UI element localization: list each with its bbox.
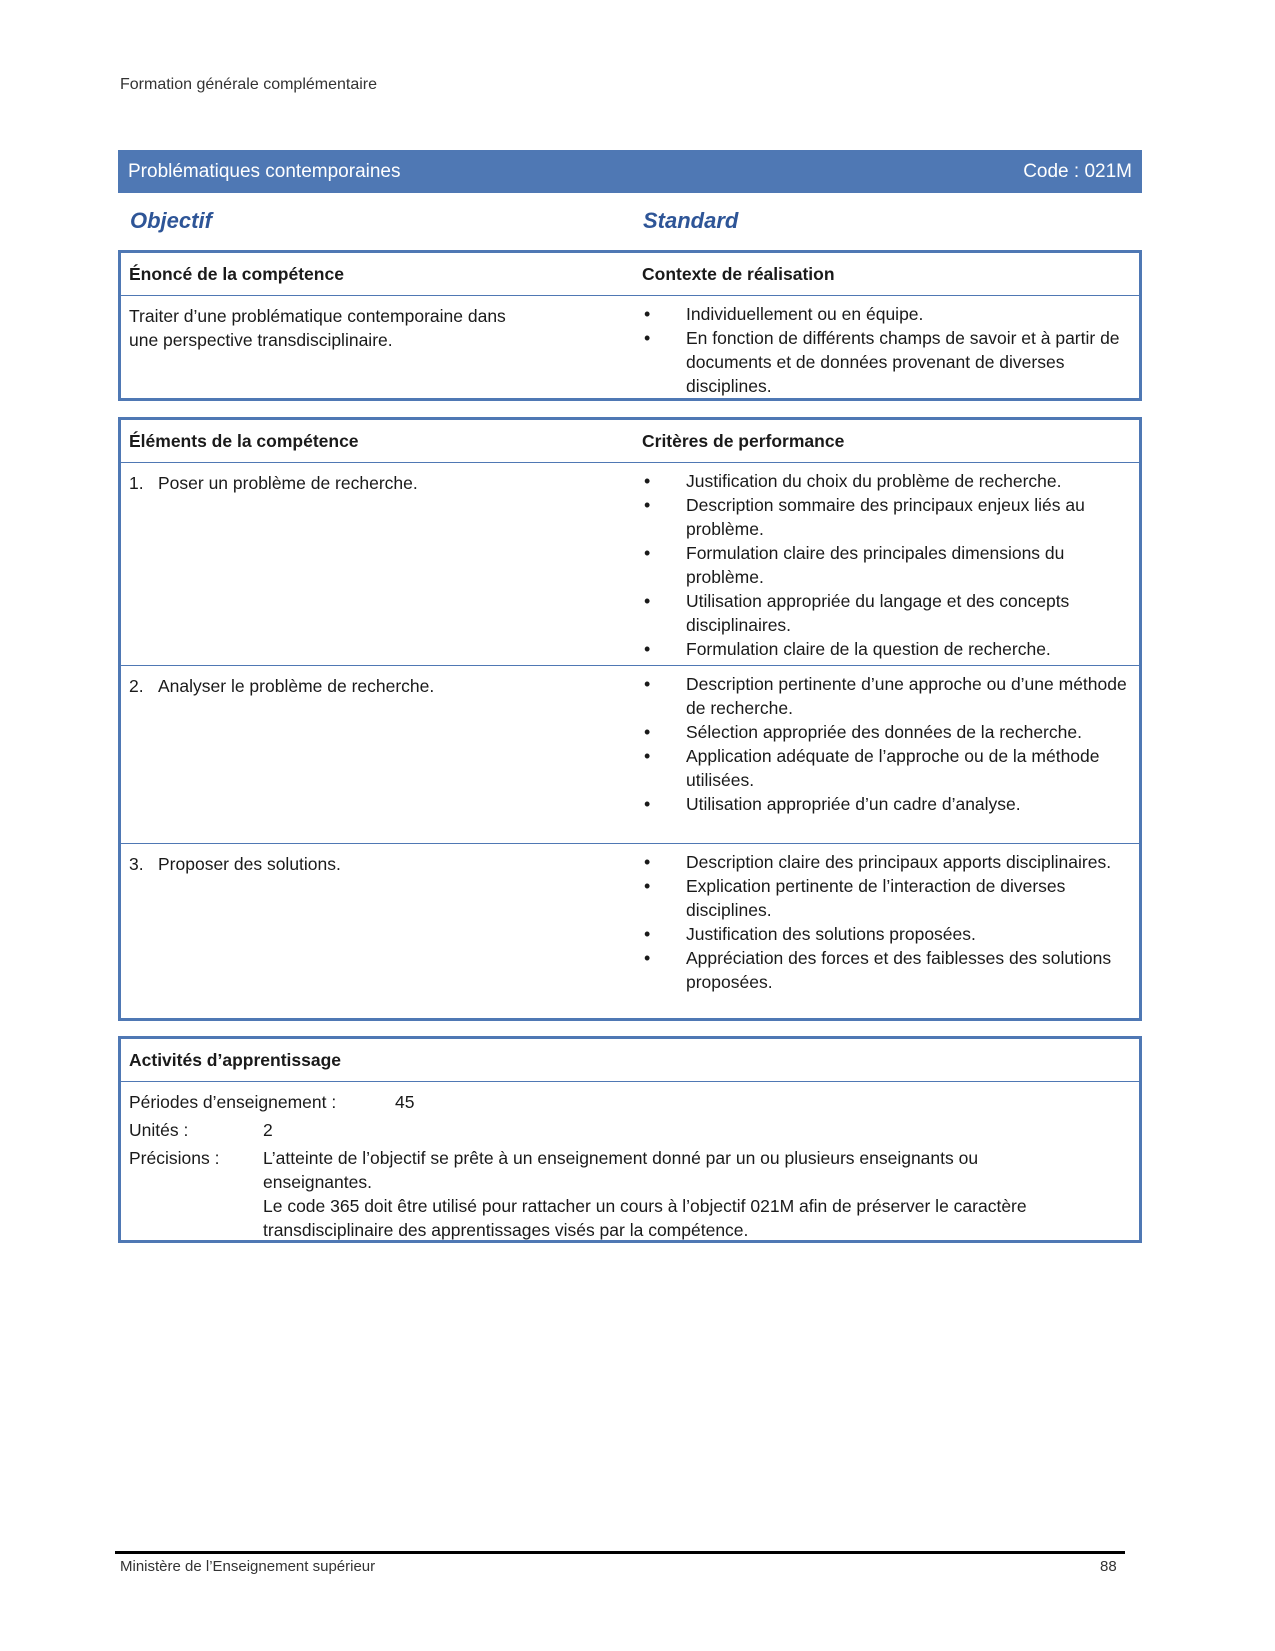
precisions-label: Précisions : [129, 1148, 220, 1168]
elements-table-header [121, 420, 1139, 463]
program-code: Code : 021M [1023, 160, 1132, 182]
element-text: Analyser le problème de recherche. [158, 676, 435, 696]
statement-header: Énoncé de la compétence [129, 264, 344, 284]
periods-value: 45 [395, 1092, 415, 1112]
list-item: • Utilisation appropriée du langage et des concepts disciplinaires. [642, 589, 1132, 637]
list-item: • Formulation claire de la question de recherche. [642, 637, 1132, 661]
activities-body [121, 1082, 1139, 1252]
list-item: • Application adéquate de l’approche ou de la méthode utilisées. [642, 744, 1132, 792]
list-item: • En fonction de différents champs de savoir et à partir de documents et de données provenant de diverses disciplines. [642, 326, 1132, 398]
list-item: • Justification des solutions proposées. [642, 922, 1132, 946]
element-number: 2. [129, 676, 144, 696]
list-item: • Description pertinente d’une approche ou d’une méthode de recherche. [642, 672, 1132, 720]
element-label [129, 471, 629, 495]
elements-header: Éléments de la compétence [129, 431, 359, 451]
context-header: Contexte de réalisation [642, 264, 835, 284]
element-row-2 [121, 665, 1139, 843]
list-item: • Description claire des principaux apports disciplinaires. [642, 850, 1132, 874]
standard-heading: Standard [643, 208, 739, 233]
footer-divider [115, 1551, 1125, 1554]
list-item: • Explication pertinente de l’interaction de diverses disciplines. [642, 874, 1132, 922]
periods-line [129, 1090, 1131, 1118]
element-label [129, 852, 629, 876]
competence-statement: Traiter d’une problématique contemporaine dans une perspective transdisciplinaire. [129, 306, 506, 350]
element-number: 3. [129, 854, 144, 874]
competence-table-header [121, 253, 1139, 296]
precisions-text-2: Le code 365 doit être utilisé pour rattacher un cours à l’objectif 021M afin de préserver le caractère transdisciplinaire des apprentissages visés par la compétence. [263, 1196, 1027, 1240]
activities-table [118, 1036, 1142, 1243]
element-row-1 [121, 463, 1139, 665]
list-item: • Formulation claire des principales dimensions du problème. [642, 541, 1132, 589]
context-list-container [642, 302, 1132, 398]
elements-table [118, 417, 1142, 1021]
element-number: 1. [129, 473, 144, 493]
precisions-text-1: L’atteinte de l’objectif se prête à un enseignement donné par un ou plusieurs enseignants ou enseignantes. [263, 1148, 979, 1192]
element-text: Proposer des solutions. [158, 854, 341, 874]
list-item: • Description sommaire des principaux enjeux liés au problème. [642, 493, 1132, 541]
criteria-header: Critères de performance [642, 431, 845, 451]
running-header: Formation générale complémentaire [120, 76, 378, 93]
criteria-container [642, 672, 1132, 816]
criteria-list [642, 850, 1132, 994]
competence-row [121, 296, 1139, 400]
element-text: Poser un problème de recherche. [158, 473, 418, 493]
list-item: • Individuellement ou en équipe. [642, 302, 1132, 326]
list-item: • Appréciation des forces et des faiblesses des solutions proposées. [642, 946, 1132, 994]
criteria-list [642, 672, 1132, 816]
program-title: Problématiques contemporaines [128, 160, 401, 182]
page-number: 88 [1100, 1558, 1117, 1575]
precisions-block [129, 1146, 1131, 1242]
objective-heading: Objectif [130, 208, 212, 233]
title-bar [118, 150, 1142, 193]
units-label: Unités : [129, 1120, 189, 1140]
list-item: • Sélection appropriée des données de la recherche. [642, 720, 1132, 744]
competence-table [118, 250, 1142, 401]
list-item: • Utilisation appropriée d’un cadre d’analyse. [642, 792, 1132, 816]
context-list [642, 302, 1132, 398]
units-line [129, 1118, 1131, 1146]
criteria-container [642, 850, 1132, 994]
periods-label: Périodes d’enseignement : [129, 1092, 337, 1112]
objective-standard-row [130, 208, 1130, 238]
footer-ministry: Ministère de l’Enseignement supérieur [120, 1558, 376, 1575]
element-row-3 [121, 843, 1139, 1019]
activities-table-header [121, 1039, 1139, 1082]
element-label [129, 674, 629, 698]
activities-header: Activités d’apprentissage [129, 1050, 342, 1070]
list-item: • Justification du choix du problème de recherche. [642, 469, 1132, 493]
units-value: 2 [263, 1120, 273, 1140]
criteria-container [642, 469, 1132, 661]
criteria-list [642, 469, 1132, 661]
